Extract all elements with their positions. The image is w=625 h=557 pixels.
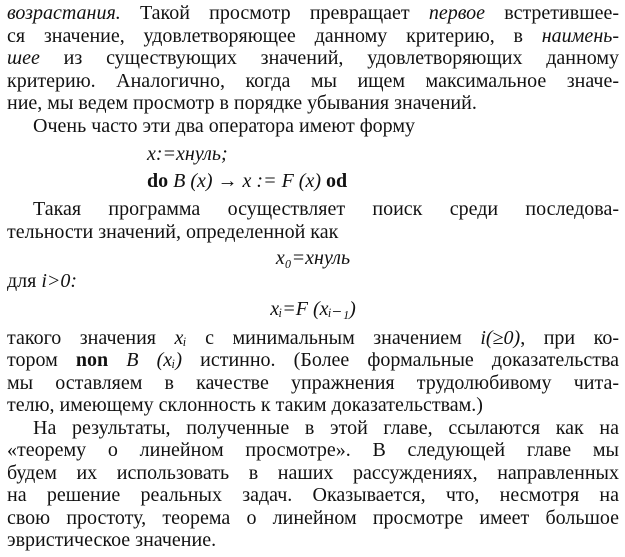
- paragraph-linear-search-theorem: [7, 417, 619, 552]
- text-line: ся значение, удовлетворяющее данному критерию, в наимень-: [7, 24, 619, 47]
- text-line: на решение реальных задач. Оказывается, что, несмотря на: [7, 484, 619, 506]
- text-line: «теорему о линейном просмотре». В следующей главе мы: [7, 439, 619, 461]
- text-line: эвристическое значение.: [7, 529, 217, 551]
- paragraph-for-i: [7, 270, 619, 293]
- text-line: для i>0:: [7, 269, 78, 292]
- text-line: свою простоту, теорема о линейном просмотре имеет большое: [7, 506, 619, 529]
- text-line: такого значения xᵢ с минимальным значением i(≥0), при ко-: [7, 326, 619, 349]
- text-line: будем их использовать в наших рассуждениях, направленных: [7, 461, 619, 484]
- text-line: ние, мы ведем просмотр в порядке убывания значений.: [7, 92, 477, 114]
- paragraph-program-search: [7, 198, 619, 243]
- text-line: Очень часто эти два оператора имеют форму: [33, 114, 416, 137]
- formula-init: x:=хнуль;: [147, 143, 228, 165]
- paragraph-minimal-value: [7, 327, 619, 417]
- formula-x0: x₀=хнуль: [275, 247, 351, 269]
- formula-xi: xᵢ=F (xᵢ₋₁): [270, 298, 356, 320]
- text-line: тельности значений, определенной как: [7, 220, 339, 243]
- text-line: возрастания. Такой просмотр превращает первое встретившее-: [7, 2, 620, 24]
- text-line: тором non B (xᵢ) истинно. (Более формальные доказательства: [7, 349, 620, 371]
- text-line: Такая программа осуществляет поиск среди последова-: [33, 198, 619, 220]
- text-line: шее из существующих значений, удовлетворяющих данному: [7, 47, 619, 69]
- text-line: На результаты, полученные в этой главе, ссылаются как на: [33, 416, 619, 439]
- text-line: мы оставляем в качестве упражнения трудолюбивому чита-: [7, 371, 619, 394]
- formula-loop: do B (x) → x := F (x) od: [147, 169, 348, 192]
- paragraph-two-operators: [7, 115, 619, 138]
- paragraph-linear-search-order: [7, 2, 619, 115]
- text-line: телю, имеющему склонность к таким доказательствам.): [7, 394, 483, 416]
- text-line: критерию. Аналогично, когда мы ищем максимальное значе-: [7, 69, 619, 92]
